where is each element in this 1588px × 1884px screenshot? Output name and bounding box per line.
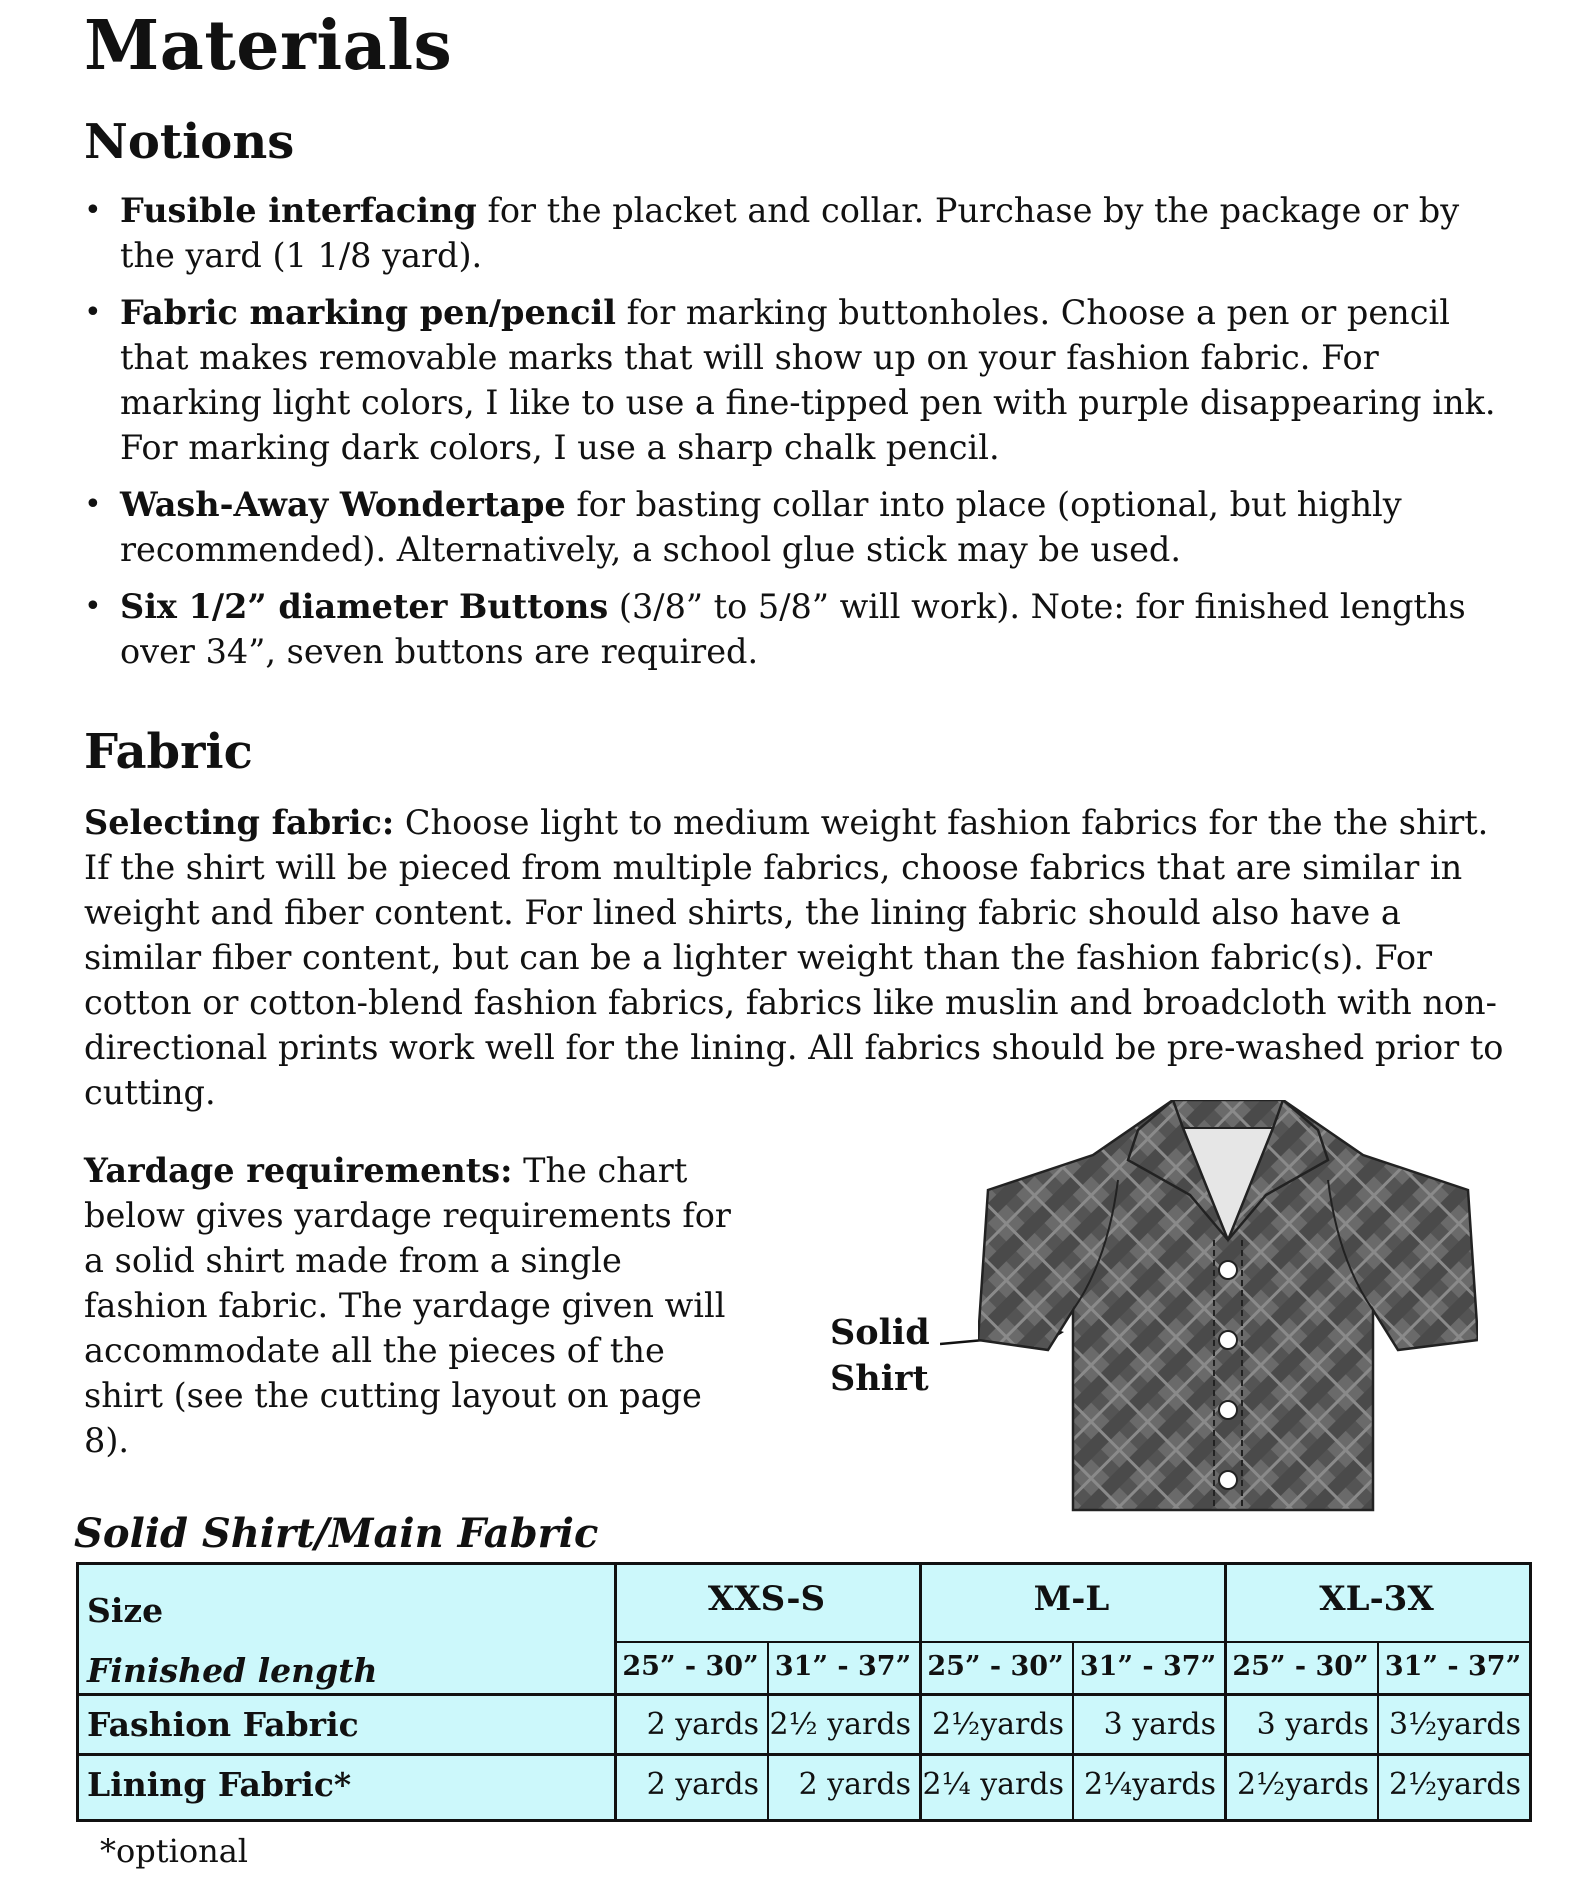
length-header: 25” - 30” — [1232, 1651, 1369, 1682]
table-cell: 2½yards — [932, 1707, 1064, 1742]
item-description: for marking buttonholes. Choose a pen or pencil that makes removable marks that will show up on your fashion fabric. For marking light colors, I like to use a fine-tipped pen with purple disappearing ink. For marking dark colors, I use a sharp chalk pencil. — [120, 293, 1496, 467]
length-header: 31” - 37” — [1384, 1651, 1522, 1682]
row-label-lining-fabric: Lining Fabric* — [87, 1765, 352, 1804]
shirt-callout — [830, 1310, 930, 1402]
length-header: 25” - 30” — [927, 1651, 1064, 1682]
list-item — [84, 584, 1524, 674]
selecting-fabric-label: Selecting fabric: — [84, 803, 395, 842]
selecting-fabric-paragraph — [84, 800, 1524, 1115]
item-name: Fusible interfacing — [120, 191, 477, 230]
size-group-header: XXS-S — [707, 1579, 826, 1619]
size-group-header: M-L — [1033, 1579, 1110, 1619]
length-header: 31” - 37” — [774, 1651, 912, 1682]
yardage-text: The chart below gives yardage requirements for a solid shirt made from a single fashion fabric. The yardage given will accommodate all the pieces of the shirt (see the cutting layout on page 8). — [84, 1151, 731, 1460]
item-name: Fabric marking pen/pencil — [120, 293, 616, 332]
yardage-table — [76, 1562, 1532, 1822]
list-item — [84, 290, 1524, 470]
page-title: Materials — [84, 6, 453, 86]
table-cell: 3 yards — [1256, 1707, 1369, 1742]
table-cell: 2½yards — [1237, 1767, 1369, 1802]
item-description: (3/8” to 5/8” will work). Note: for finished lengths over 34”, seven buttons are required. — [120, 587, 1466, 671]
selecting-fabric-text: Choose light to medium weight fashion fabrics for the the shirt. If the shirt will be pieced from multiple fabrics, choose fabrics that are similar in weight and fiber content. For lined shirts, the lining fabric should also have a similar fiber content, but can be a lighter weight than the fashion fabric(s). For cotton or cotton-blend fashion fabrics, fabrics like muslin and broadcloth with non-directional prints work well for the lining. All fabrics should be pre-washed prior to cutting. — [84, 803, 1504, 1112]
table-cell: 2 yards — [798, 1767, 911, 1802]
yardage-paragraph — [84, 1148, 744, 1463]
item-name: Six 1/2” diameter Buttons — [120, 587, 609, 626]
length-header: 25” - 30” — [622, 1651, 759, 1682]
list-item — [84, 188, 1524, 278]
plaid-shirt-icon — [978, 1100, 1478, 1520]
callout-line: Solid — [830, 1312, 930, 1353]
row-label-fashion-fabric: Fashion Fabric — [87, 1705, 359, 1744]
table-cell: 2¼yards — [1084, 1767, 1216, 1802]
table-cell: 2¼ yards — [922, 1767, 1064, 1802]
table-cell: 3 yards — [1103, 1707, 1216, 1742]
bullet-icon: • — [84, 487, 102, 522]
table-cell: 2 yards — [646, 1767, 759, 1802]
yardage-label: Yardage requirements: — [84, 1151, 513, 1190]
notions-list — [84, 188, 1524, 686]
table-cell: 2½yards — [1389, 1767, 1521, 1802]
finished-length-label: Finished length — [87, 1651, 378, 1690]
table-cell: 3½yards — [1389, 1707, 1521, 1742]
table-cell: 2½ yards — [769, 1707, 911, 1742]
item-description: for basting collar into place (optional, but highly recommended). Alternatively, a school glue stick may be used. — [120, 485, 1402, 569]
fabric-heading: Fabric — [84, 724, 253, 780]
notions-heading: Notions — [84, 114, 295, 170]
bullet-icon: • — [84, 589, 102, 624]
callout-line: Shirt — [830, 1358, 929, 1399]
list-item — [84, 482, 1524, 572]
size-label: Size — [87, 1591, 164, 1630]
item-description: for the placket and collar. Purchase by the package or by the yard (1 1/8 yard). — [120, 191, 1460, 275]
table-title: Solid Shirt/Main Fabric — [74, 1510, 599, 1557]
size-group-header: XL-3X — [1319, 1579, 1434, 1619]
length-header: 31” - 37” — [1079, 1651, 1217, 1682]
bullet-icon: • — [84, 295, 102, 330]
bullet-icon: • — [84, 193, 102, 228]
item-name: Wash-Away Wondertape — [120, 485, 566, 524]
table-cell: 2 yards — [646, 1707, 759, 1742]
table-footnote: *optional — [100, 1832, 249, 1870]
